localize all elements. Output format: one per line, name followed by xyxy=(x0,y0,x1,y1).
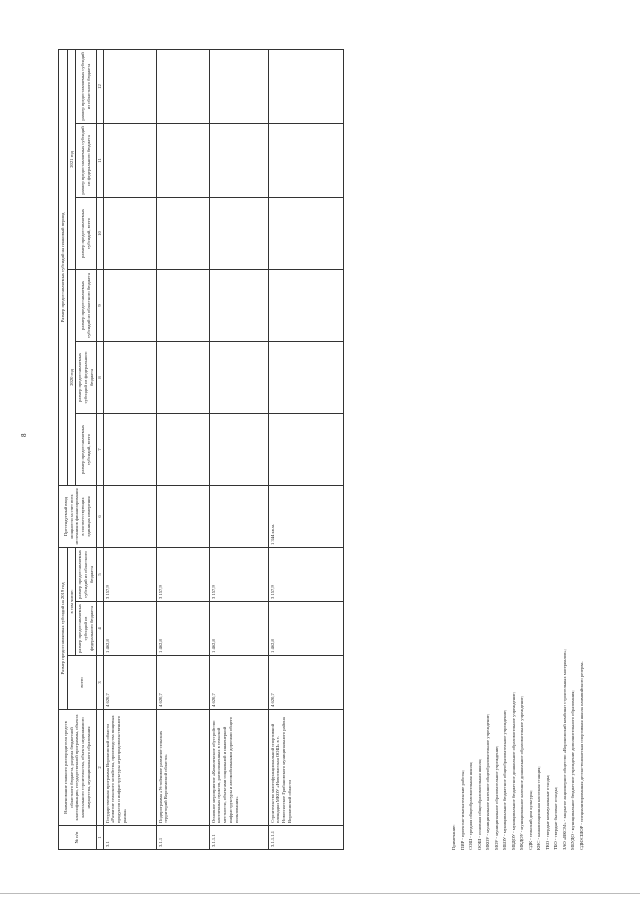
notes-section xyxy=(450,50,586,850)
page-number: 8 xyxy=(20,433,28,437)
row-num: 3.1.1 xyxy=(156,826,209,850)
column-index: 12 xyxy=(96,49,103,123)
page-bottom-rule xyxy=(0,893,640,894)
table-row xyxy=(103,49,156,849)
row-total: 4 620,7 xyxy=(268,656,343,710)
header-2020-federal: размер предоставляемых субсидий из федерального бюджета xyxy=(76,341,96,413)
header-total: всего xyxy=(67,656,96,710)
row-federal: 1 462,8 xyxy=(209,602,268,656)
header-2020-total: размер предоставляемых субсидий, всего xyxy=(76,413,96,485)
header-year-2020: 2020 год xyxy=(67,269,76,485)
row-name: Строительство многофункциональной спортивной площадки МКОУ «Новоспасская ООШ» в с. Новоспасское Грибановского муниципального района Воронежской области xyxy=(268,710,343,826)
row-num: 3.1.1.1 xyxy=(209,826,268,850)
row-capacity: 1 344 кв.м. xyxy=(268,485,343,547)
row-name: Основное мероприятие «Комплексное обустройство населенных пунктов, расположенных в сельской местности, объектами социальной и инженерной инфраструктуры и автомобильными дорогами общего пользования» xyxy=(209,710,268,826)
header-name: Наименование главного распорядителя средств областного бюджета, раздела бюджетной классификации, государственной программы, объекта капитального строительства, объекта недвижимого имущества, муниципального образования xyxy=(59,710,97,826)
note-item: СДЮСШОР - специализированная детско-юношеская спортивная школа олимпийского резерва. xyxy=(578,661,584,850)
column-index: 9 xyxy=(96,269,103,341)
column-index: 1 xyxy=(96,826,103,850)
row-federal: 1 462,8 xyxy=(156,602,209,656)
row-total: 4 620,7 xyxy=(103,656,156,710)
row-total: 4 620,7 xyxy=(209,656,268,710)
header-2021-regional: размер предоставляемых субсидий из областного бюджета xyxy=(76,49,96,123)
note-item: ПИР - проектно-изыскательские работы; xyxy=(459,770,465,850)
note-item: МБДОУ - муниципальное бюджетное дошкольное образовательное учреждение; xyxy=(510,692,516,850)
header-federal: размер предоставляемых субсидий из федерального бюджета xyxy=(76,602,96,656)
row-federal: 1 462,8 xyxy=(268,602,343,656)
header-current-year: Размер предоставляемых субсидий на 2019 год xyxy=(59,547,68,709)
column-index: 7 xyxy=(96,413,103,485)
note-item: МБОУ - муниципальное бюджетное общеобразовательное учреждение; xyxy=(502,709,507,850)
note-item: ТКО - твердые коммунальные отходы; xyxy=(544,774,550,850)
column-index: 8 xyxy=(96,341,103,413)
header-2021-federal: размер предоставляемых субсидий из федерального бюджета xyxy=(76,123,96,197)
header-capacity: Претендуемый ввод мощности за счет всех источников финансирования в соответствующих единицах измерения xyxy=(59,485,97,547)
column-index: 3 xyxy=(96,656,103,710)
row-num: 3.1 xyxy=(103,826,156,850)
column-index: 5 xyxy=(96,547,103,601)
note-item: МКОУ - муниципальное казенное общеобразовательное учреждение; xyxy=(485,713,490,850)
row-num: 3.1.1.1.1 xyxy=(268,826,343,850)
row-name: Подпрограмма «Устойчивое развитие сельских территорий Воронежской области» xyxy=(156,710,209,826)
column-index: 2 xyxy=(96,710,103,826)
notes-title: Примечание: xyxy=(451,824,456,850)
header-plan-period: Размер предоставляемых субсидий на плановый период xyxy=(59,49,68,485)
note-item: ЗАО «ВКСМ» - закрытое акционерное общество «Воронежский комбинат строительных материалов»; xyxy=(561,649,567,850)
rotated-sheet xyxy=(58,50,584,850)
column-index: 10 xyxy=(96,197,103,269)
note-item: МБУДО - муниципальное бюджетное учреждение дополнительного образования; xyxy=(570,690,575,850)
note-item: МОУ - муниципальное образовательное учреждение; xyxy=(493,745,499,850)
header-year-2021: 2021 год xyxy=(67,49,76,269)
row-regional: 3 157,9 xyxy=(268,547,343,601)
column-index: 4 xyxy=(96,602,103,656)
header-num: № п/п xyxy=(59,826,97,850)
table-row xyxy=(268,49,343,849)
row-name: Государственная программа Воронежской области «Развитие сельского хозяйства, производства пищевых продуктов и инфраструктуры агропродовольственного рынка» xyxy=(103,710,156,826)
header-incl: в том числе: xyxy=(67,547,76,655)
row-total: 4 620,7 xyxy=(156,656,209,710)
column-index: 6 xyxy=(96,485,103,547)
row-regional: 3 157,9 xyxy=(103,547,156,601)
row-federal: 1 462,8 xyxy=(103,602,156,656)
subsidy-table xyxy=(58,49,344,850)
table-row xyxy=(209,49,268,849)
row-capacity xyxy=(209,485,268,547)
note-item: КНС - канализационная насосная станция; xyxy=(536,766,541,850)
note-item: ТБО - твердые бытовые отходы; xyxy=(553,787,558,850)
row-regional: 3 157,9 xyxy=(209,547,268,601)
note-item: МКДОУ - муниципальное казенное дошкольное образовательное учреждение; xyxy=(519,696,524,850)
row-capacity xyxy=(103,485,156,547)
note-item: СОШ - средняя общеобразовательная школа; xyxy=(468,761,473,850)
note-item: СДК - сельский дом культуры; xyxy=(527,790,533,850)
row-capacity xyxy=(156,485,209,547)
header-2021-total: размер предоставляемых субсидий, всего xyxy=(76,197,96,269)
table-row xyxy=(156,49,209,849)
row-regional: 3 157,9 xyxy=(156,547,209,601)
header-regional: размер предоставляемых субсидий из областного бюджета xyxy=(76,547,96,601)
note-item: ООШ - основная общеобразовательная школа; xyxy=(476,758,482,850)
column-index: 11 xyxy=(96,123,103,197)
header-2020-regional: размер предоставляемых субсидий из областного бюджета xyxy=(76,269,96,341)
